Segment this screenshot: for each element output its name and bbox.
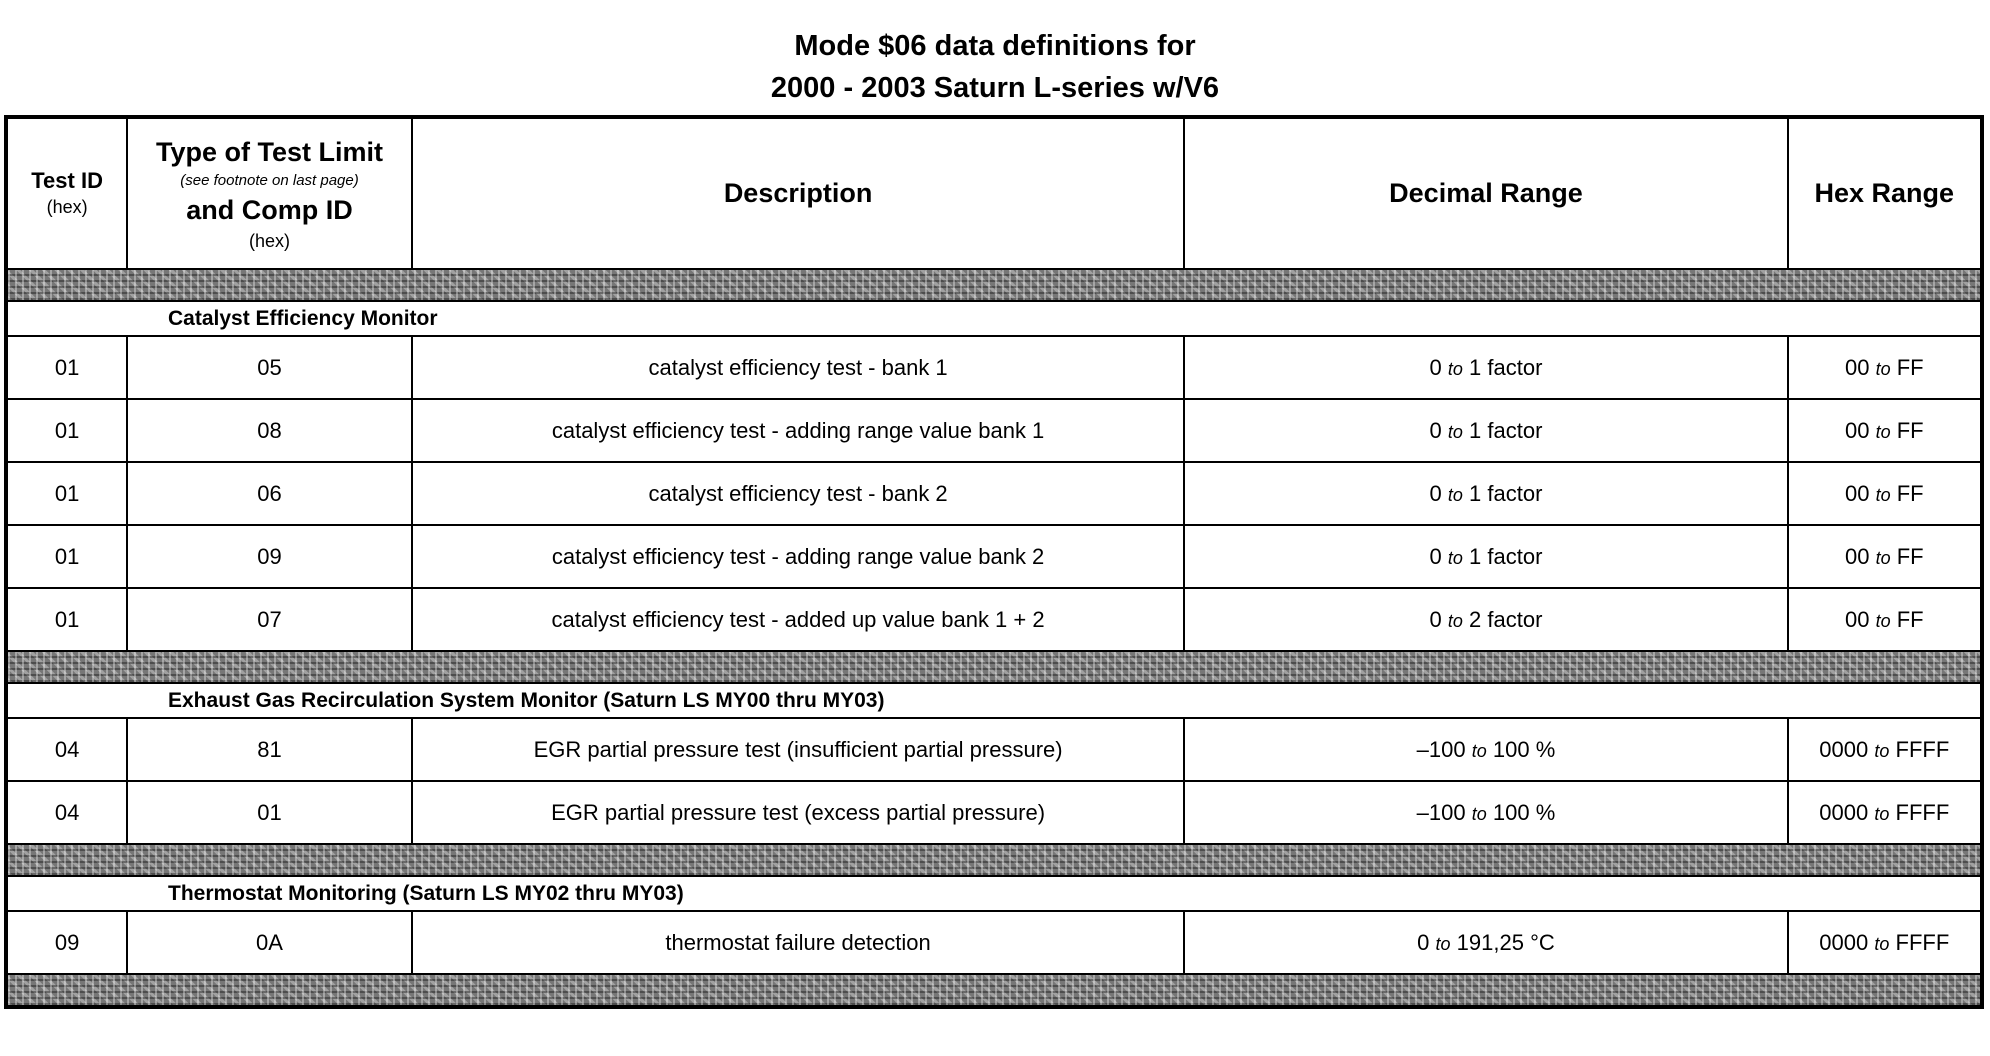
table-row xyxy=(6,525,1982,588)
cell-comp-id: 06 xyxy=(127,462,412,525)
decimal-from: 0 xyxy=(1429,543,1442,569)
hex-from: 0000 xyxy=(1819,736,1869,762)
hex-to-word: to xyxy=(1875,421,1891,442)
hex-from: 00 xyxy=(1844,417,1870,443)
cell-decimal-range xyxy=(1184,525,1787,588)
cell-decimal-range xyxy=(1184,781,1787,844)
hatch-separator xyxy=(6,844,1982,876)
hatch-separator xyxy=(6,974,1982,1007)
cell-hex-range xyxy=(1788,911,1982,974)
hatch-fill xyxy=(6,651,1982,683)
hex-from: 0000 xyxy=(1819,799,1869,825)
cell-decimal-range xyxy=(1184,462,1787,525)
cell-description: EGR partial pressure test (insufficient partial pressure) xyxy=(412,718,1185,781)
decimal-to-word: to xyxy=(1447,484,1463,505)
cell-description: catalyst efficiency test - added up value bank 1 + 2 xyxy=(412,588,1185,651)
decimal-to: 1 factor xyxy=(1469,480,1543,506)
section-title: Exhaust Gas Recirculation System Monitor (Saturn LS MY00 thru MY03) xyxy=(6,683,1982,718)
table-row xyxy=(6,399,1982,462)
decimal-from: 0 xyxy=(1429,417,1442,443)
cell-decimal-range xyxy=(1184,336,1787,399)
hex-to: FF xyxy=(1896,417,1924,443)
decimal-to-word: to xyxy=(1447,358,1463,379)
hex-from: 00 xyxy=(1844,543,1870,569)
cell-hex-range xyxy=(1788,525,1982,588)
decimal-to-word: to xyxy=(1471,740,1487,761)
cell-test-id: 04 xyxy=(6,781,127,844)
cell-description: catalyst efficiency test - bank 2 xyxy=(412,462,1185,525)
cell-hex-range xyxy=(1788,399,1982,462)
hex-from: 0000 xyxy=(1819,929,1869,955)
decimal-to-word: to xyxy=(1471,803,1487,824)
hex-to: FF xyxy=(1896,354,1924,380)
decimal-to: 2 factor xyxy=(1469,606,1543,632)
cell-comp-id: 81 xyxy=(127,718,412,781)
cell-hex-range xyxy=(1788,462,1982,525)
decimal-from: –100 xyxy=(1416,736,1466,762)
col-description: Description xyxy=(412,117,1185,269)
table-row xyxy=(6,336,1982,399)
hex-from: 00 xyxy=(1844,606,1870,632)
col-type-comp-id: Type of Test Limit (see footnote on last page) and Comp ID (hex) xyxy=(127,117,412,269)
cell-decimal-range xyxy=(1184,399,1787,462)
cell-test-id: 09 xyxy=(6,911,127,974)
decimal-to: 100 % xyxy=(1492,799,1556,825)
cell-description: thermostat failure detection xyxy=(412,911,1185,974)
section-header xyxy=(6,301,1982,336)
decimal-to: 100 % xyxy=(1492,736,1556,762)
cell-comp-id: 09 xyxy=(127,525,412,588)
title-line-2: 2000 - 2003 Saturn L-series w/V6 xyxy=(770,72,1220,104)
decimal-from: 0 xyxy=(1417,929,1430,955)
cell-description: EGR partial pressure test (excess partial pressure) xyxy=(412,781,1185,844)
hatch-fill xyxy=(6,844,1982,876)
decimal-from: 0 xyxy=(1429,606,1442,632)
cell-hex-range xyxy=(1788,781,1982,844)
cell-test-id: 01 xyxy=(6,525,127,588)
cell-hex-range xyxy=(1788,718,1982,781)
cell-comp-id: 05 xyxy=(127,336,412,399)
hex-from: 00 xyxy=(1844,354,1870,380)
hex-to: FFFF xyxy=(1895,736,1950,762)
hatch-separator xyxy=(6,651,1982,683)
hatch-fill xyxy=(6,269,1982,301)
hex-to-word: to xyxy=(1875,358,1891,379)
page-title xyxy=(0,25,1990,109)
cell-test-id: 01 xyxy=(6,336,127,399)
mode06-table xyxy=(4,115,1984,1009)
hatch-fill xyxy=(6,974,1982,1007)
cell-description: catalyst efficiency test - adding range value bank 2 xyxy=(412,525,1185,588)
cell-test-id: 01 xyxy=(6,588,127,651)
hatch-separator xyxy=(6,269,1982,301)
col-test-id: Test ID (hex) xyxy=(6,117,127,269)
section-title: Catalyst Efficiency Monitor xyxy=(6,301,1982,336)
cell-comp-id: 01 xyxy=(127,781,412,844)
table-row xyxy=(6,462,1982,525)
decimal-to: 1 factor xyxy=(1469,354,1543,380)
hex-to: FFFF xyxy=(1895,799,1950,825)
decimal-to-word: to xyxy=(1435,933,1451,954)
hex-to-word: to xyxy=(1874,803,1890,824)
cell-test-id: 01 xyxy=(6,462,127,525)
hex-to-word: to xyxy=(1875,484,1891,505)
cell-description: catalyst efficiency test - adding range value bank 1 xyxy=(412,399,1185,462)
decimal-to: 1 factor xyxy=(1469,543,1543,569)
decimal-to-word: to xyxy=(1447,547,1463,568)
section-title: Thermostat Monitoring (Saturn LS MY02 thru MY03) xyxy=(6,876,1982,911)
col-hex-range: Hex Range xyxy=(1788,117,1982,269)
cell-description: catalyst efficiency test - bank 1 xyxy=(412,336,1185,399)
hex-from: 00 xyxy=(1844,480,1870,506)
section-header xyxy=(6,876,1982,911)
table-row xyxy=(6,781,1982,844)
table-row xyxy=(6,718,1982,781)
cell-decimal-range xyxy=(1184,718,1787,781)
hex-to-word: to xyxy=(1875,610,1891,631)
cell-comp-id: 07 xyxy=(127,588,412,651)
table-row xyxy=(6,911,1982,974)
cell-decimal-range xyxy=(1184,588,1787,651)
cell-test-id: 04 xyxy=(6,718,127,781)
decimal-to: 191,25 °C xyxy=(1456,929,1555,955)
title-line-1: Mode $06 data definitions for xyxy=(794,30,1196,62)
decimal-from: 0 xyxy=(1429,354,1442,380)
hex-to-word: to xyxy=(1874,740,1890,761)
hex-to: FF xyxy=(1896,606,1924,632)
table-row xyxy=(6,588,1982,651)
hex-to-word: to xyxy=(1875,547,1891,568)
decimal-from: –100 xyxy=(1416,799,1466,825)
hex-to-word: to xyxy=(1874,933,1890,954)
cell-comp-id: 0A xyxy=(127,911,412,974)
section-header xyxy=(6,683,1982,718)
decimal-to-word: to xyxy=(1447,421,1463,442)
hex-to: FF xyxy=(1896,480,1924,506)
header-row xyxy=(6,117,1982,269)
decimal-to: 1 factor xyxy=(1469,417,1543,443)
decimal-from: 0 xyxy=(1429,480,1442,506)
cell-test-id: 01 xyxy=(6,399,127,462)
hex-to: FF xyxy=(1896,543,1924,569)
cell-hex-range xyxy=(1788,588,1982,651)
decimal-to-word: to xyxy=(1447,610,1463,631)
col-decimal-range: Decimal Range xyxy=(1184,117,1787,269)
cell-comp-id: 08 xyxy=(127,399,412,462)
cell-hex-range xyxy=(1788,336,1982,399)
cell-decimal-range xyxy=(1184,911,1787,974)
hex-to: FFFF xyxy=(1895,929,1950,955)
